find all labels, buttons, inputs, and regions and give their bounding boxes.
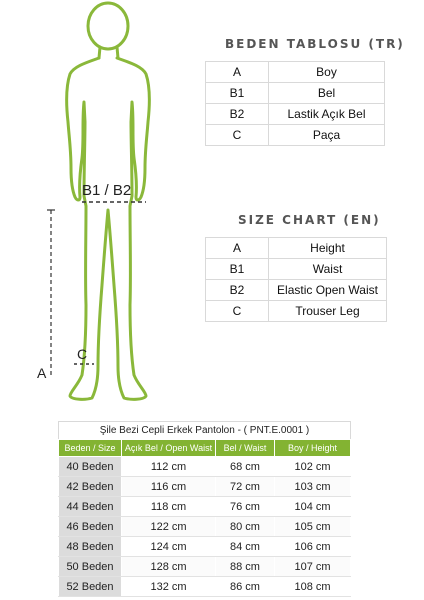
height-cell: 108 cm [275,577,351,597]
table-row [59,577,351,597]
en-table-title: SIZE CHART (EN) [238,213,381,227]
open-waist-cell: 128 cm [122,557,216,577]
legend-value: Paça [269,125,385,146]
size-cell: 40 Beden [59,457,122,477]
waist-cell: 88 cm [216,557,275,577]
open-waist-cell: 116 cm [122,477,216,497]
sizes-grid [58,439,351,597]
waist-cell: 86 cm [216,577,275,597]
height-cell: 102 cm [275,457,351,477]
legend-key: C [206,301,269,322]
height-cell: 106 cm [275,537,351,557]
size-cell: 42 Beden [59,477,122,497]
height-cell: 107 cm [275,557,351,577]
table-row [206,83,385,104]
size-cell: 46 Beden [59,517,122,537]
table-row [206,301,387,322]
legend-key: B1 [206,83,269,104]
table-row [206,104,385,125]
legend-value: Trouser Leg [269,301,387,322]
waist-cell: 84 cm [216,537,275,557]
body-figure [0,0,200,412]
table-row [59,457,351,477]
table-row [206,62,385,83]
legend-key: C [206,125,269,146]
legend-value: Bel [269,83,385,104]
open-waist-cell: 122 cm [122,517,216,537]
legend-key: A [206,62,269,83]
column-header-height: Boy / Height [275,440,351,457]
legend-value: Lastik Açık Bel [269,104,385,125]
legend-key: B2 [206,280,269,301]
table-row [206,125,385,146]
open-waist-cell: 132 cm [122,577,216,597]
size-cell: 44 Beden [59,497,122,517]
tr-table-title: BEDEN TABLOSU (TR) [225,37,405,51]
waist-cell: 72 cm [216,477,275,497]
height-cell: 103 cm [275,477,351,497]
label-a: A [37,365,47,381]
size-cell: 48 Beden [59,537,122,557]
height-cell: 104 cm [275,497,351,517]
table-row [59,537,351,557]
column-header-waist: Bel / Waist [216,440,275,457]
column-header-open-waist: Açık Bel / Open Waist [122,440,216,457]
tr-size-legend [205,61,385,146]
table-row [206,280,387,301]
size-cell: 52 Beden [59,577,122,597]
table-row [59,517,351,537]
table-row [206,238,387,259]
size-cell: 50 Beden [59,557,122,577]
waist-cell: 76 cm [216,497,275,517]
en-size-legend [205,237,387,322]
open-waist-cell: 124 cm [122,537,216,557]
legend-value: Waist [269,259,387,280]
body-outline-icon [0,0,200,412]
legend-value: Elastic Open Waist [269,280,387,301]
legend-value: Boy [269,62,385,83]
legend-key: B2 [206,104,269,125]
table-row [59,557,351,577]
table-row [59,497,351,517]
table-caption: Şile Bezi Cepli Erkek Pantolon - ( PNT.E.0001 ) [58,421,351,439]
label-c: C [77,346,88,362]
waist-cell: 80 cm [216,517,275,537]
legend-key: B1 [206,259,269,280]
label-b1-b2: B1 / B2 [82,182,132,199]
open-waist-cell: 118 cm [122,497,216,517]
open-waist-cell: 112 cm [122,457,216,477]
table-row [59,477,351,497]
size-measurement-table [58,421,351,597]
waist-cell: 68 cm [216,457,275,477]
table-row [206,259,387,280]
legend-key: A [206,238,269,259]
height-cell: 105 cm [275,517,351,537]
column-header-size: Beden / Size [59,440,122,457]
legend-value: Height [269,238,387,259]
table-header-row [59,440,351,457]
